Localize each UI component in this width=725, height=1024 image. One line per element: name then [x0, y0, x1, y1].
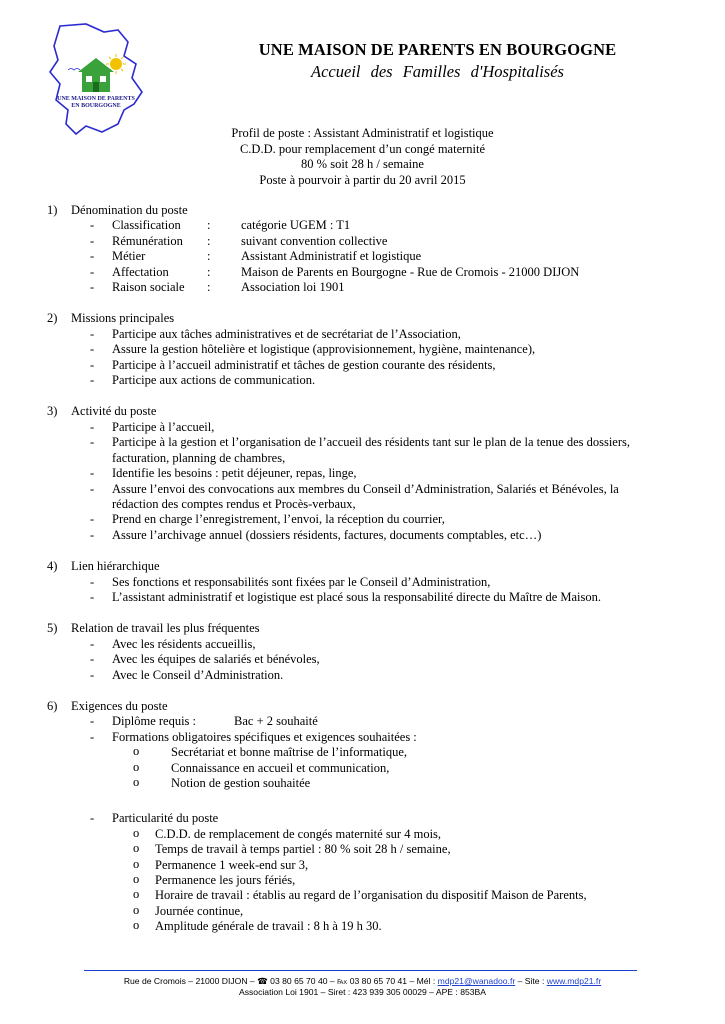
row-value: suivant convention collective: [241, 233, 388, 248]
item-text: Assure l’envoi des convocations aux membres du Conseil d’Administration, Salariés et Bénévoles, la rédaction des comptes rendus et Procès-verbaux,: [112, 481, 619, 511]
list-item: - Rémunération : suivant convention collective: [90, 233, 388, 248]
bird-icon: [68, 69, 80, 71]
item-text: Connaissance en accueil et communication,: [171, 760, 390, 775]
section-number: 3): [47, 404, 58, 419]
sub-item: o Amplitude générale de travail : 8 h à 19 h 30.: [133, 918, 382, 934]
profile-line: C.D.D. pour remplacement d’un congé maternité: [239, 141, 486, 156]
item-text: Assure la gestion hôtelière et logistique (approvisionnement, hygiène, maintenance),: [112, 342, 536, 357]
particularity-label: Particularité du poste: [112, 811, 219, 826]
item-text: Avec les équipes de salariés et bénévoles,: [112, 652, 320, 667]
row-value: catégorie UGEM : T1: [241, 218, 351, 233]
row-label: Classification: [112, 218, 181, 233]
section-title: Missions principales: [71, 311, 175, 326]
list-item: - Raison sociale : Association loi 1901: [90, 280, 345, 295]
sub-item: o Notion de gestion souhaitée: [133, 775, 311, 790]
section-requirements: [0, 699, 725, 935]
section-heading: [0, 311, 725, 326]
row-value: Association loi 1901: [241, 280, 345, 295]
sub-item: o Temps de travail à temps partiel : 80 % soit 28 h / semaine,: [133, 841, 451, 857]
item-text: Horaire de travail : établis au regard de l’organisation du dispositif Maison de Parents,: [155, 888, 587, 903]
item-text: Ses fonctions et responsabilités sont fixées par le Conseil d’Administration,: [112, 574, 491, 589]
logo-graphic: [46, 20, 146, 138]
logo-text-line2: EN BOURGOGNE: [71, 103, 121, 109]
section-missions: [0, 311, 725, 388]
house-icon: [78, 58, 114, 92]
item-text: Participe à l’accueil,: [112, 419, 215, 434]
item-text: Avec le Conseil d’Administration.: [112, 667, 284, 682]
sub-item: o Journée continue,: [133, 902, 244, 918]
list-item: - Ses fonctions et responsabilités sont fixées par le Conseil d’Administration,: [90, 574, 491, 589]
item-text: Journée continue,: [155, 903, 244, 918]
section-heading: [0, 203, 725, 218]
section-number: 4): [47, 559, 58, 574]
list-item: - Prend en charge l’enregistrement, l’envoi, la réception du courrier,: [90, 512, 445, 527]
list-item: - Participe à la gestion et l’organisation de l’accueil des résidents tant sur le plan de la tenue des dossiers, facturation, planning de chambres,: [90, 435, 631, 465]
row-value: Maison de Parents en Bourgogne - Rue de Cromois - 21000 DIJON: [241, 264, 580, 279]
row-value: Assistant Administratif et logistique: [241, 249, 422, 264]
row-label: Rémunération: [112, 233, 183, 248]
formations-label: Formations obligatoires spécifiques et exigences souhaitées :: [112, 729, 417, 744]
section-number: 6): [47, 698, 58, 713]
section-number: 2): [47, 311, 58, 326]
item-text: Secrétariat et bonne maîtrise de l’informatique,: [171, 745, 408, 760]
sub-item: o Secrétariat et bonne maîtrise de l’informatique,: [133, 744, 408, 760]
header-title: UNE MAISON DE PARENTS EN BOURGOGNE: [258, 40, 617, 59]
item-text: Prend en charge l’enregistrement, l’envoi, la réception du courrier,: [112, 512, 445, 527]
item-text: Temps de travail à temps partiel : 80 % soit 28 h / semaine,: [155, 842, 451, 857]
sub-item: o Permanence 1 week-end sur 3,: [133, 856, 309, 872]
list-item: - Assure la gestion hôtelière et logistique (approvisionnement, hygiène, maintenance),: [90, 342, 536, 357]
section-number: 5): [47, 621, 58, 636]
list-item: - Particularité du poste: [90, 811, 219, 826]
row-label: Métier: [112, 249, 146, 264]
section-title: Exigences du poste: [71, 698, 168, 713]
row-label: Affectation: [112, 264, 169, 279]
item-text: Participe à l’accueil administratif et tâches de gestion courante des résidents,: [112, 357, 496, 372]
list-item: - Participe aux tâches administratives et de secrétariat de l’Association,: [90, 326, 461, 341]
section-heading: [0, 699, 725, 714]
list-item: - Métier : Assistant Administratif et logistique: [90, 249, 422, 264]
list-item: - Assure l’envoi des convocations aux membres du Conseil d’Administration, Salariés et Bénévoles, la rédaction des comptes rendus et Procès-verbaux,: [90, 481, 619, 511]
section-heading: [0, 621, 725, 636]
footer-divider: [84, 970, 637, 971]
sections: [0, 203, 725, 935]
section-title: Dénomination du poste: [71, 203, 188, 217]
list-item: - Classification : catégorie UGEM : T1: [90, 218, 351, 233]
footer-phone: ☎ 03 80 65 70 40: [257, 976, 328, 986]
list-item: - Identifie les besoins : petit déjeuner, repas, linge,: [90, 466, 357, 481]
list-item: - Avec les équipes de salariés et bénévoles,: [90, 652, 320, 667]
footer-separator: –: [327, 976, 338, 986]
job-profile: [0, 126, 725, 188]
item-text: Avec les résidents accueillis,: [112, 636, 256, 651]
list-item: - Assure l’archivage annuel (dossiers résidents, factures, documents comptables, etc…): [90, 527, 542, 542]
footer-legal-line: Association Loi 1901 – Siret : 423 939 305 00029 – APE : 853BA: [238, 987, 486, 997]
sub-item: o Permanence les jours fériés,: [133, 872, 296, 888]
sub-item: o C.D.D. de remplacement de congés maternité sur 4 mois,: [133, 825, 442, 841]
item-text: Identifie les besoins : petit déjeuner, repas, linge,: [112, 466, 357, 481]
item-text: Participe à la gestion et l’organisation de l’accueil des résidents tant sur le plan de la tenue des dossiers, facturation, planning de chambres,: [112, 435, 631, 465]
row-label: Raison sociale: [112, 280, 185, 295]
section-denomination: [0, 203, 725, 295]
item-text: L’assistant administratif et logistique est placé sous la responsabilité directe du Maître de Maison.: [112, 589, 602, 604]
logo: [46, 20, 146, 138]
item-text: Permanence 1 week-end sur 3,: [155, 857, 309, 872]
item-text: Assure l’archivage annuel (dossiers résidents, factures, documents comptables, etc…): [112, 527, 542, 542]
item-text: Permanence les jours fériés,: [155, 873, 296, 888]
section-relations: [0, 621, 725, 683]
section-hierarchy: [0, 559, 725, 605]
diploma-value: Bac + 2 souhaité: [234, 714, 318, 729]
list-item: - L’assistant administratif et logistique est placé sous la responsabilité directe du Maître de Maison.: [90, 589, 602, 604]
website-link[interactable]: www.mdp21.fr: [546, 976, 602, 986]
item-text: C.D.D. de remplacement de congés maternité sur 4 mois,: [155, 826, 442, 841]
list-item: - Affectation : Maison de Parents en Bourgogne - Rue de Cromois - 21000 DIJON: [90, 264, 580, 279]
list-item: - Avec le Conseil d’Administration.: [90, 667, 284, 682]
section-title: Lien hiérarchique: [71, 559, 160, 574]
sub-item: o Horaire de travail : établis au regard de l’organisation du dispositif Maison de Parents,: [133, 887, 587, 903]
profile-line: Poste à pourvoir à partir du 20 avril 2015: [259, 172, 466, 187]
footer-address: Rue de Cromois – 21000 DIJON –: [123, 976, 258, 986]
profile-line: 80 % soit 28 h / semaine: [301, 157, 424, 172]
list-item: - Formations obligatoires spécifiques et exigences souhaitées :: [90, 729, 417, 744]
email-link[interactable]: mdp21@wanadoo.fr: [437, 976, 516, 986]
header-subtitle: Accueil des Familles d'Hospitalisés: [311, 62, 564, 81]
section-number: 1): [47, 203, 58, 217]
section-heading: [0, 404, 725, 419]
footer: [0, 976, 725, 998]
profile-line: Profil de poste : Assistant Administratif et logistique: [231, 126, 494, 140]
item-text: Notion de gestion souhaitée: [171, 776, 311, 790]
list-item: - Participe à l’accueil administratif et tâches de gestion courante des résidents,: [90, 357, 496, 372]
footer-site-label: – Site :: [515, 976, 547, 986]
item-text: Participe aux tâches administratives et de secrétariat de l’Association,: [112, 326, 461, 341]
list-item: - Participe à l’accueil,: [90, 419, 215, 434]
sub-item: o Connaissance en accueil et communication,: [133, 759, 390, 775]
list-item: - Diplôme requis : Bac + 2 souhaité: [90, 714, 318, 729]
item-text: Participe aux actions de communication.: [112, 373, 316, 388]
section-title: Relation de travail les plus fréquentes: [71, 621, 260, 636]
footer-fax: ℻ 03 80 65 70 41: [337, 976, 408, 986]
item-text: Amplitude générale de travail : 8 h à 19 h 30.: [155, 919, 382, 934]
diploma-label: Diplôme requis :: [112, 714, 197, 729]
logo-text-line1: UNE MAISON DE PARENTS: [57, 96, 135, 102]
footer-contact-line: [0, 976, 725, 987]
list-item: - Participe aux actions de communication.: [90, 373, 316, 388]
section-activity: [0, 404, 725, 543]
footer-mail-label: – Mél :: [407, 976, 438, 986]
list-item: - Avec les résidents accueillis,: [90, 636, 256, 651]
section-title: Activité du poste: [71, 404, 157, 419]
section-heading: [0, 559, 725, 574]
